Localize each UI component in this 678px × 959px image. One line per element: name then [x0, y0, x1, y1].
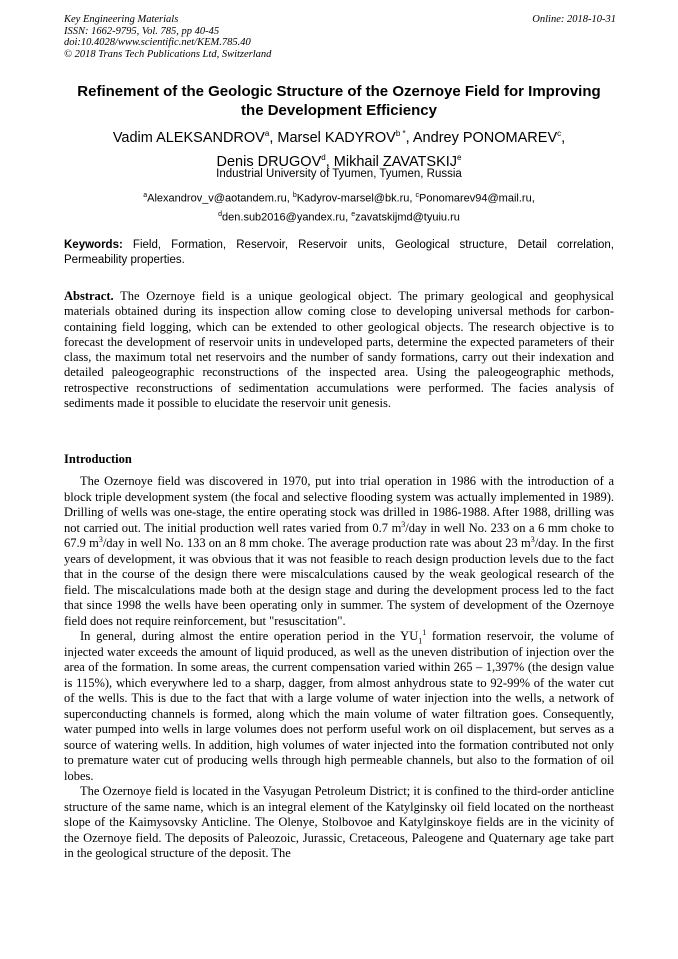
email-link[interactable]: zavatskijmd@tyuiu.ru [355, 211, 460, 224]
abstract-label: Abstract. [64, 289, 114, 303]
text-run: The Ozernoye field is located in the Vasyugan Petroleum District; it is confined to the third-order anticline structure of the same name, which is an integral element of the Katylginsky oil field located on the northeast slope of the Kaimysovsky Anticline. The Olenye, Stolbovoe and Katylginskoye fields are in the vicinity of the Ozernoye field. The deposits of Paleozoic, Jurassic, Cretaceous, Paleogene and Quaternary age take part in the geological structure of the deposit. The [64, 784, 614, 860]
abstract-block [64, 289, 614, 411]
email-link[interactable]: Alexandrov_v@aotandem.ru, [147, 192, 290, 205]
email-sup: a [143, 192, 148, 199]
abstract-text: The Ozernoye field is a unique geological object. The primary geological and geophysical materials obtained during its inspection allow coming close to developing universal methods for carbon-containing field logging, which can be extended to other geological objects. The research objective is to forecast the development of reservoir units in undeveloped parts, determine the expected parameters of their class, the maximum total net reservoirs and the number of sandy formations, carry out their indexation and detailed paleogeographic reconstructions of the inspected area. Using the paleogeographic methods, retrospective reconstructions of sedimentation accumulations were performed. The facies analysis of sediments made it possible to elucidate the reservoir unit genesis. [64, 289, 614, 411]
journal-name: Key Engineering Materials [64, 14, 179, 25]
email-sup: d [218, 210, 223, 218]
author-name: Denis DRUGOV [216, 153, 322, 170]
author-name: Mikhail ZAVATSKIJ [333, 153, 458, 170]
text-run: /day in well No. 133 on an 8 mm choke. The average production rate was about 23 m [102, 536, 531, 550]
paragraph [64, 784, 614, 862]
author-sup: b * [395, 129, 406, 138]
paper-title: Refinement of the Geologic Structure of the Ozernoye Field for Improving the Development Efficiency [77, 83, 601, 119]
email-sup: b [292, 192, 297, 199]
issn-line: ISSN: 1662-9795, Vol. 785, pp 40-45 [64, 25, 220, 37]
section-heading: Introduction [64, 452, 132, 466]
subscript: 1 [418, 636, 423, 646]
author-name: Vadim ALEKSANDROV [112, 129, 265, 146]
doi-line: doi:10.4028/www.scientific.net/KEM.785.40 [64, 37, 251, 48]
copyright-line: © 2018 Trans Tech Publications Ltd, Switzerland [64, 48, 272, 60]
text-run: The Ozernoye field was discovered in 1970, put into trial operation in 1986 with the introduction of a block triple development system (the focal and selective flooding system was actually implemented in 1989). Drilling of wells was one-stage, the entire operating stock was drilled in 1986-1988. After 1988, drilling was not carried out. The initial production well rates varied from 0.7 m [64, 474, 614, 535]
author-sup: e [457, 152, 462, 162]
email-link[interactable]: Ponomarev94@mail.ru, [419, 192, 535, 205]
author-list: Vadim ALEKSANDROV$^a$, Marsel $KADYROV^{b *}$, Andrey PONOMAREV$^c$, Denis DRUGOV$^d$, Mikhail ZAVATSKIJ$^e$ [112, 129, 566, 170]
author-name: Marsel KADYROV [277, 129, 396, 146]
keywords-block [64, 238, 614, 268]
text-run: /day. In the first years of development, it was obvious that it was not feasible to reach design production levels due to the fact that in the course of the design there were miscalculations caused by the weak geological research of the field. The miscalculations made both at the design stage and during the development process led to the fact that since 1998 the wells have been operating only in summer. The system of development of the Ozernoye field does not require reinforcement, but "resuscitation". [64, 536, 614, 628]
affiliation: Industrial University of Tyumen, Tyumen, Russia [216, 168, 462, 180]
introduction-body [64, 474, 614, 862]
superscript: 3 [401, 519, 406, 529]
author-sup: a [264, 129, 270, 138]
email-sup: c [415, 192, 420, 199]
paragraph [64, 629, 614, 784]
author-name: Andrey PONOMAREV [412, 129, 558, 146]
keywords-label: Keywords: [64, 239, 123, 251]
superscript: 3 [98, 534, 103, 544]
email-link[interactable]: den.sub2016@yandex.ru, [222, 211, 349, 224]
text-run: In general, during almost the entire operation period in the YU [80, 629, 419, 643]
text-run: /day in well No. 233 on a 6 mm choke to 67.9 m [64, 520, 614, 550]
superscript: 1 [422, 627, 427, 637]
online-date: Online: 2018-10-31 [532, 14, 616, 25]
email-link[interactable]: Kadyrov-marsel@bk.ru, [296, 192, 413, 205]
superscript: 3 [530, 534, 535, 544]
email-list [64, 188, 614, 225]
author-sup: c [557, 129, 562, 138]
author-sup: d [321, 152, 326, 162]
paragraph [64, 474, 614, 629]
email-sup: e [351, 210, 356, 218]
keywords-text: Field, Formation, Reservoir, Reservoir units, Geological structure, Detail correlation, Permeability properties. [64, 239, 614, 266]
text-run: formation reservoir, the volume of injected water exceeds the amount of liquid produced, as well as the uneven distribution of injection over the area of the formation. In some areas, the current compensation varied within 265 – 1,397% (the design value is 115%), which everywhere led to a sharp, dagger, from almost anhydrous state to 92-99% of the water cut of the wells. This is due to the fact that with a large volume of water injection into the wells, a network of superconducting channels is formed, along which the main volume of water filtration goes. Consequently, water pumped into wells in large volumes does not perform useful work on oil displacement, but serves as a source of watering wells. In addition, high volumes of water injected into the formation contributed not only to premature water cut of producing wells through high permeable channels, but also to the formation of oil lobes. [64, 629, 614, 783]
